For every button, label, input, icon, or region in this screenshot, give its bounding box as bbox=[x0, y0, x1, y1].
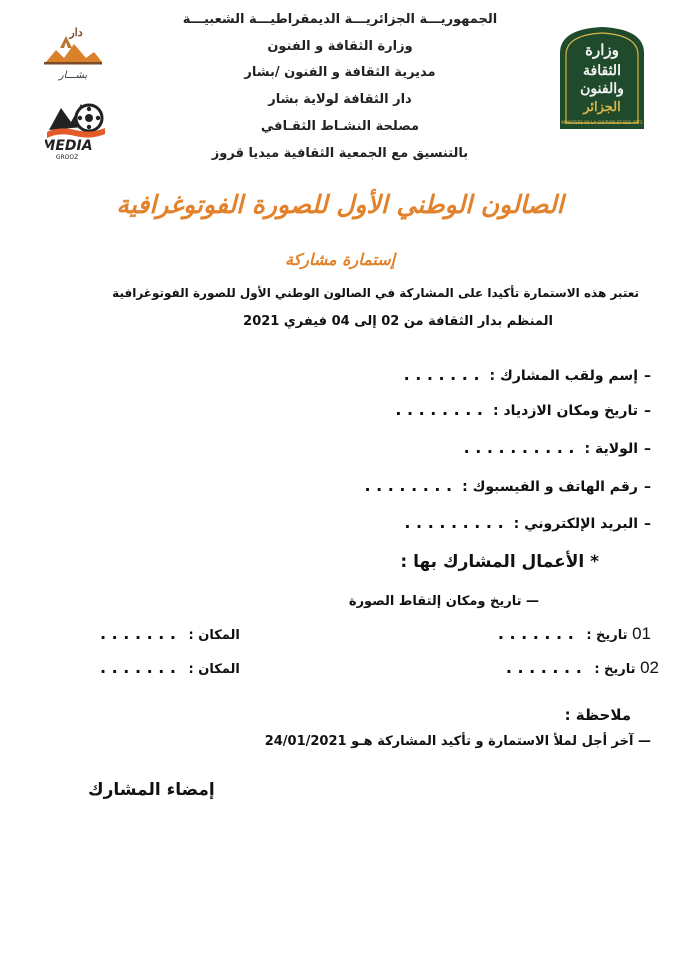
field-name[interactable] bbox=[404, 365, 651, 384]
media-logo-caption: GROOZ bbox=[55, 154, 79, 161]
page-title: الصالون الوطني الأول للصورة الفوتوغرافية bbox=[116, 190, 564, 219]
work-row-1-date-label: تاريخ : bbox=[586, 628, 628, 643]
field-birth[interactable] bbox=[395, 400, 651, 419]
ministry-logo-caption: MINISTERE DE LA CULTURE ET DES ARTS bbox=[561, 120, 643, 125]
intro-line-2: المنظم بدار الثقافة من 02 إلى 04 فيفري 2021 bbox=[243, 314, 553, 329]
field-bullet: – bbox=[644, 441, 651, 457]
signature-label: إمضاء المشارك bbox=[88, 780, 215, 800]
header-directorate: مديرية الثقافة و الفنون /بشار bbox=[244, 65, 436, 80]
dar-logo-caption: بشـــار bbox=[58, 70, 88, 81]
field-bullet: – bbox=[644, 516, 651, 532]
field-phone-dots: . . . . . . . . bbox=[364, 476, 453, 495]
works-heading: * الأعمال المشارك بها : bbox=[400, 552, 599, 572]
field-bullet: – bbox=[644, 368, 651, 384]
work-row-2-date-dots: . . . . . . . bbox=[505, 658, 582, 677]
work-row-1-date-dots: . . . . . . . bbox=[497, 624, 574, 643]
work-row-2-place[interactable] bbox=[100, 658, 240, 677]
field-email-dots: . . . . . . . . . bbox=[404, 513, 504, 532]
ministry-logo-text-4: الجزائر bbox=[583, 100, 621, 115]
ministry-logo-text-2: الثقافة bbox=[583, 63, 621, 79]
header-dar-culture: دار الثقافة لولاية بشار bbox=[268, 92, 412, 107]
work-row-2-place-dots: . . . . . . . bbox=[100, 658, 176, 677]
field-bullet: – bbox=[644, 479, 651, 495]
work-row-1[interactable] bbox=[498, 624, 651, 644]
field-phone-label: رقم الهاتف و الفيسبوك : bbox=[462, 479, 638, 495]
media-grooz-logo bbox=[45, 96, 107, 162]
work-row-1-place-dots: . . . . . . . bbox=[100, 624, 176, 643]
work-row-2-number: 02 bbox=[640, 658, 659, 677]
header-service: مصلحة النشـاط الثقـافي bbox=[260, 119, 420, 134]
field-email[interactable] bbox=[404, 513, 651, 532]
header-association: بالتنسيق مع الجمعية الثقافية ميديا قروز bbox=[211, 146, 469, 161]
field-birth-dots: . . . . . . . . bbox=[395, 400, 483, 419]
media-logo-text: MEDIA bbox=[45, 138, 93, 154]
field-wilaya-label: الولاية : bbox=[584, 441, 638, 457]
field-email-label: البريد الإلكتروني : bbox=[513, 516, 638, 532]
work-row-1-place[interactable] bbox=[100, 624, 240, 643]
field-wilaya-dots: . . . . . . . . . . bbox=[463, 438, 575, 457]
field-name-label: إسم ولقب المشارك : bbox=[489, 368, 638, 384]
header-ministry: وزارة الثقافة و الفنون bbox=[267, 39, 413, 54]
field-bullet: – bbox=[644, 403, 651, 419]
field-wilaya[interactable] bbox=[464, 438, 651, 457]
ministry-logo-text-3: والفنون bbox=[580, 81, 624, 97]
note-text: — آخر أجل لملأ الاستمارة و تأكيد المشاركة هـو 24/01/2021 bbox=[264, 734, 651, 749]
ministry-logo bbox=[556, 25, 648, 130]
dar-logo bbox=[40, 22, 106, 86]
work-row-2-date-label: تاريخ : bbox=[594, 662, 636, 677]
ministry-logo-text-1: وزارة bbox=[585, 41, 619, 59]
work-row-2[interactable] bbox=[506, 658, 659, 678]
field-birth-label: تاريخ ومكان الازدياد : bbox=[492, 403, 638, 419]
dar-logo-text: دار bbox=[69, 26, 83, 39]
field-phone[interactable] bbox=[364, 476, 651, 495]
work-row-1-number: 01 bbox=[632, 624, 651, 643]
page-subtitle: إستمارة مشاركة bbox=[284, 250, 396, 269]
works-subheading: — تاريخ ومكان إلتقاط الصورة bbox=[348, 594, 539, 609]
field-name-dots: . . . . . . . bbox=[403, 365, 480, 384]
header-republic: الجمهوريـــة الجزائريـــة الديمقراطيـــة الشعبيـــة bbox=[182, 12, 498, 27]
work-row-2-place-label: المكان : bbox=[188, 662, 240, 677]
work-row-1-place-label: المكان : bbox=[188, 628, 240, 643]
note-heading: ملاحظة : bbox=[564, 706, 631, 724]
intro-line-1: تعتبر هذه الاستمارة تأكيدا على المشاركة في الصالون الوطني الأول للصورة الفوتوغرافية bbox=[112, 286, 639, 300]
